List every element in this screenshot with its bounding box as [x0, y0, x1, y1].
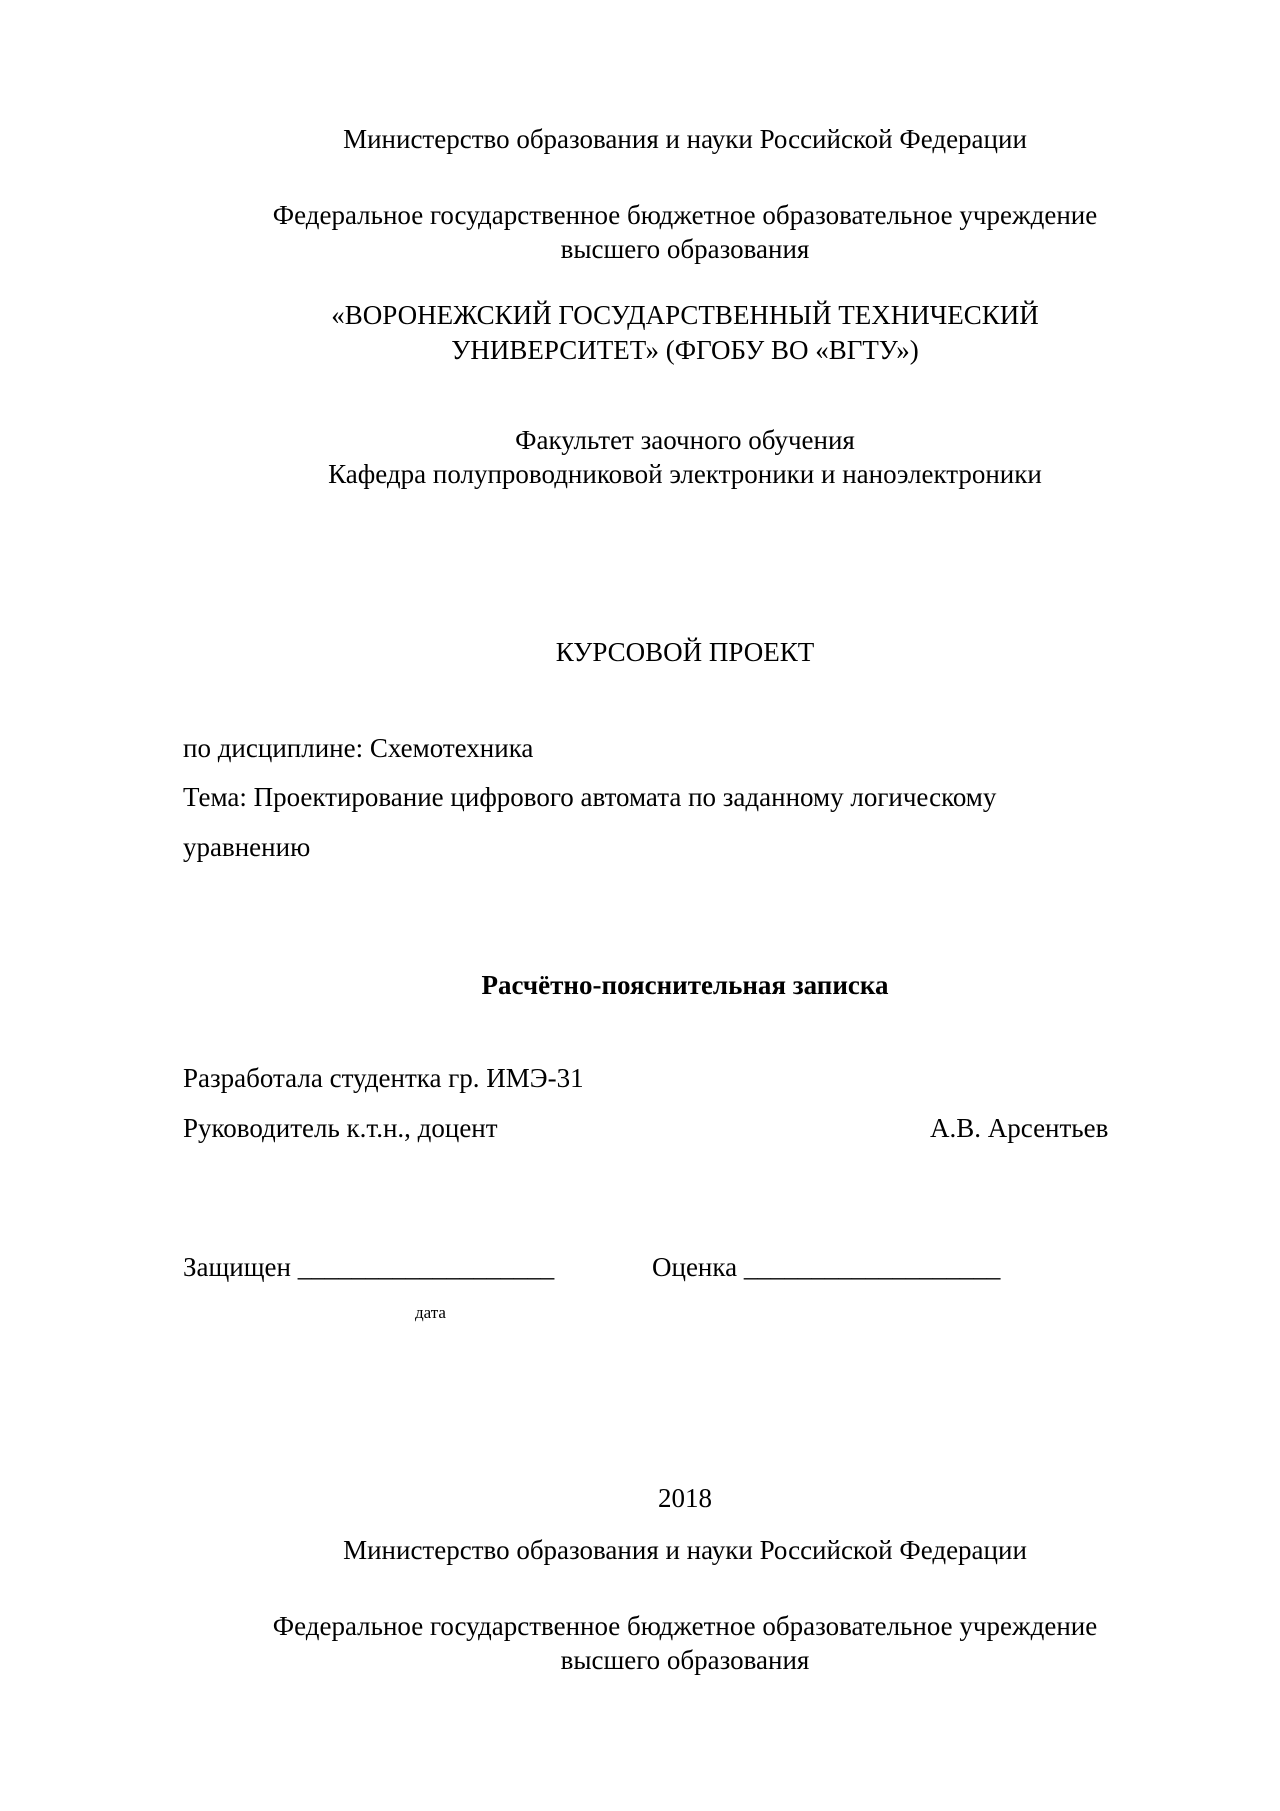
discipline-line: по дисциплине: Схемотехника: [183, 733, 534, 763]
supervisor-name: А.В. Арсентьев: [930, 1113, 1109, 1143]
ministry-heading: Министерство образования и науки Российской Федерации: [343, 124, 1027, 154]
faculty-name: Факультет заочного обучения: [515, 425, 855, 455]
grade-field: Оценка ___________________: [652, 1252, 1001, 1282]
supervisor-label: Руководитель к.т.н., доцент: [183, 1113, 498, 1143]
footer-institution-line-1: Федеральное государственное бюджетное образовательное учреждение: [272, 1611, 1098, 1641]
institution-line-1: Федеральное государственное бюджетное образовательное учреждение: [272, 200, 1098, 230]
document-type-title: КУРСОВОЙ ПРОЕКТ: [555, 637, 815, 667]
date-caption: дата: [415, 1303, 446, 1322]
university-name-line-2: УНИВЕРСИТЕТ» (ФГОБУ ВО «ВГТУ»): [451, 335, 919, 365]
university-name-line-1: «ВОРОНЕЖСКИЙ ГОСУДАРСТВЕННЫЙ ТЕХНИЧЕСКИЙ: [331, 300, 1039, 330]
developer-line: Разработала студентка гр. ИМЭ-31: [183, 1063, 584, 1093]
topic-line-2: уравнению: [183, 832, 311, 862]
document-subtitle: Расчётно-пояснительная записка: [481, 970, 889, 1000]
topic-line-1: Тема: Проектирование цифрового автомата по заданному логическому: [183, 782, 997, 812]
department-name: Кафедра полупроводниковой электроники и наноэлектроники: [328, 459, 1042, 489]
protected-field: Защищен ___________________: [183, 1252, 555, 1282]
footer-ministry-heading: Министерство образования и науки Российской Федерации: [343, 1535, 1027, 1565]
year-label: 2018: [658, 1483, 712, 1513]
institution-line-2: высшего образования: [560, 234, 810, 264]
footer-institution-line-2: высшего образования: [560, 1645, 810, 1675]
